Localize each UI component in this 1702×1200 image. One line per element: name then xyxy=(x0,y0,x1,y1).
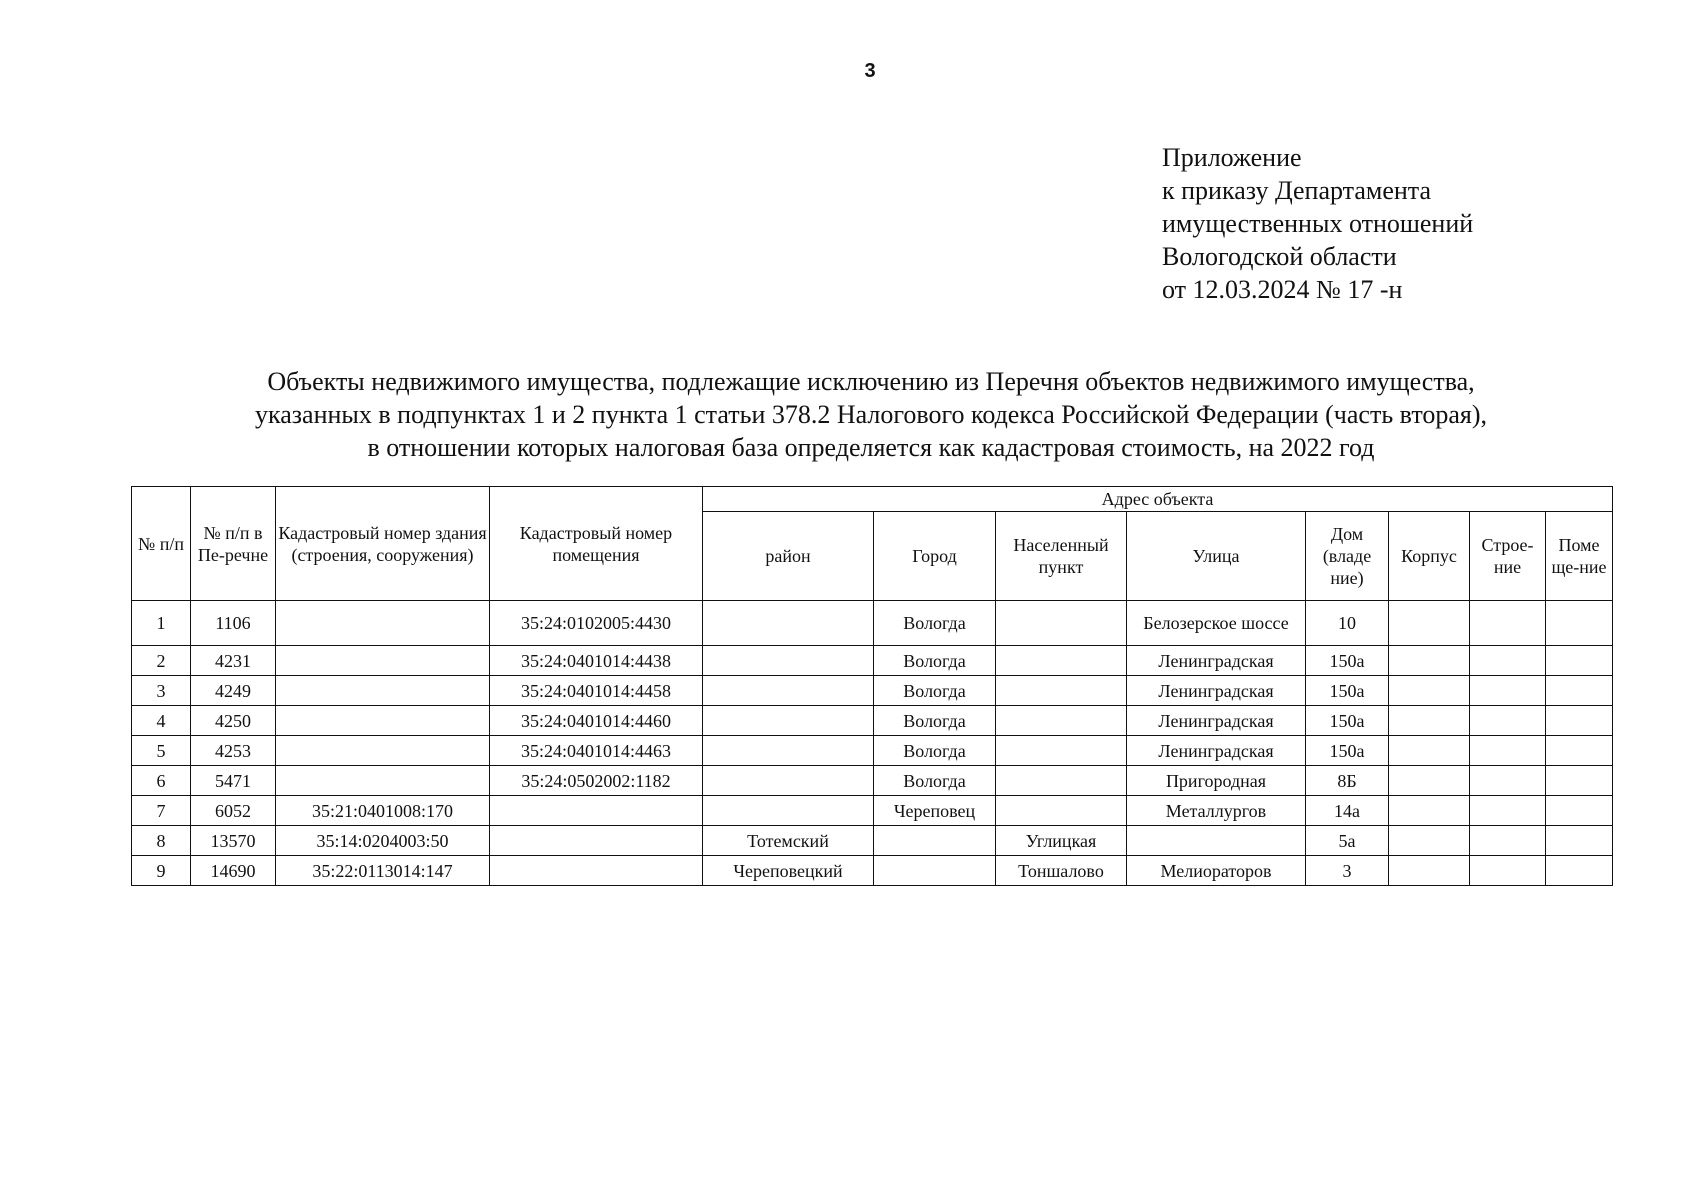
cell-district xyxy=(703,796,874,826)
cell-block xyxy=(1389,826,1470,856)
cell-num: 2 xyxy=(132,646,191,676)
cell-room: 35:24:0401014:4438 xyxy=(490,646,703,676)
table-row xyxy=(132,826,1613,856)
table-row xyxy=(132,601,1613,646)
header-settlement: Населенный пункт xyxy=(996,512,1127,601)
cell-district xyxy=(703,766,874,796)
header-block: Корпус xyxy=(1389,512,1470,601)
title-line: в отношении которых налоговая база определяется как кадастровая стоимость, на 2022 год xyxy=(367,433,1375,462)
cell-building: 35:22:0113014:147 xyxy=(276,856,490,886)
cell-building xyxy=(276,676,490,706)
cell-building xyxy=(276,766,490,796)
cell-street: Металлургов xyxy=(1127,796,1306,826)
cell-street: Белозерское шоссе xyxy=(1127,601,1306,646)
table-row xyxy=(132,766,1613,796)
cell-room xyxy=(490,856,703,886)
cell-room: 35:24:0502002:1182 xyxy=(490,766,703,796)
cell-list-num: 4250 xyxy=(191,706,276,736)
cell-settlement xyxy=(996,646,1127,676)
cell-house: 150а xyxy=(1306,676,1389,706)
cell-premises xyxy=(1546,676,1613,706)
page-number: 3 xyxy=(864,60,876,82)
cell-block xyxy=(1389,736,1470,766)
cell-num: 1 xyxy=(132,601,191,646)
cell-list-num: 4231 xyxy=(191,646,276,676)
cell-premises xyxy=(1546,826,1613,856)
cell-list-num: 14690 xyxy=(191,856,276,886)
property-table-wrapper xyxy=(131,486,1613,886)
cell-city xyxy=(874,856,996,886)
cell-num: 9 xyxy=(132,856,191,886)
cell-house: 150а xyxy=(1306,706,1389,736)
appendix-line: Вологодской области xyxy=(1162,242,1397,271)
cell-house: 8Б xyxy=(1306,766,1389,796)
cell-num: 3 xyxy=(132,676,191,706)
cell-block xyxy=(1389,796,1470,826)
cell-settlement xyxy=(996,766,1127,796)
cell-settlement xyxy=(996,676,1127,706)
cell-street: Ленинградская xyxy=(1127,646,1306,676)
table-row xyxy=(132,856,1613,886)
cell-city: Вологда xyxy=(874,646,996,676)
cell-list-num: 1106 xyxy=(191,601,276,646)
cell-list-num: 4253 xyxy=(191,736,276,766)
header-room-cadastral: Кадастровый номер помещения xyxy=(490,487,703,601)
cell-house: 5а xyxy=(1306,826,1389,856)
header-city: Город xyxy=(874,512,996,601)
document-title xyxy=(120,365,1622,464)
cell-settlement xyxy=(996,736,1127,766)
cell-list-num: 5471 xyxy=(191,766,276,796)
header-building-cadastral: Кадастровый номер здания (строения, сооружения) xyxy=(276,487,490,601)
cell-structure xyxy=(1470,646,1546,676)
cell-house: 150а xyxy=(1306,646,1389,676)
cell-structure xyxy=(1470,601,1546,646)
cell-building xyxy=(276,646,490,676)
header-structure: Строе-ние xyxy=(1470,512,1546,601)
table-row xyxy=(132,736,1613,766)
cell-settlement xyxy=(996,706,1127,736)
cell-premises xyxy=(1546,796,1613,826)
cell-num: 4 xyxy=(132,706,191,736)
header-house: Дом (владе ние) xyxy=(1306,512,1389,601)
cell-district: Череповецкий xyxy=(703,856,874,886)
cell-street: Пригородная xyxy=(1127,766,1306,796)
cell-settlement xyxy=(996,796,1127,826)
header-district: район xyxy=(703,512,874,601)
cell-city: Вологда xyxy=(874,601,996,646)
table-row xyxy=(132,646,1613,676)
cell-list-num: 6052 xyxy=(191,796,276,826)
cell-street: Мелиораторов xyxy=(1127,856,1306,886)
cell-settlement: Тоншалово xyxy=(996,856,1127,886)
appendix-line: от 12.03.2024 № 17 -н xyxy=(1162,275,1403,304)
cell-premises xyxy=(1546,856,1613,886)
property-table xyxy=(131,486,1613,886)
table-row xyxy=(132,676,1613,706)
cell-structure xyxy=(1470,706,1546,736)
cell-district: Тотемский xyxy=(703,826,874,856)
cell-num: 5 xyxy=(132,736,191,766)
cell-block xyxy=(1389,856,1470,886)
cell-settlement: Углицкая xyxy=(996,826,1127,856)
cell-block xyxy=(1389,706,1470,736)
appendix-line: к приказу Департамента xyxy=(1162,176,1432,205)
cell-district xyxy=(703,646,874,676)
cell-room: 35:24:0401014:4463 xyxy=(490,736,703,766)
cell-num: 7 xyxy=(132,796,191,826)
header-list-num: № п/п в Пе-речне xyxy=(191,487,276,601)
cell-premises xyxy=(1546,646,1613,676)
table-row xyxy=(132,706,1613,736)
cell-structure xyxy=(1470,676,1546,706)
cell-structure xyxy=(1470,736,1546,766)
cell-structure xyxy=(1470,796,1546,826)
cell-structure xyxy=(1470,826,1546,856)
cell-list-num: 4249 xyxy=(191,676,276,706)
cell-list-num: 13570 xyxy=(191,826,276,856)
appendix-line: Приложение xyxy=(1162,143,1302,172)
header-premises: Поме ще-ние xyxy=(1546,512,1613,601)
cell-street: Ленинградская xyxy=(1127,736,1306,766)
cell-block xyxy=(1389,676,1470,706)
cell-premises xyxy=(1546,766,1613,796)
header-address-group: Адрес объекта xyxy=(703,487,1613,512)
cell-city: Вологда xyxy=(874,706,996,736)
cell-structure xyxy=(1470,766,1546,796)
cell-city: Вологда xyxy=(874,736,996,766)
appendix-block xyxy=(1162,141,1473,306)
cell-num: 8 xyxy=(132,826,191,856)
cell-premises xyxy=(1546,601,1613,646)
cell-structure xyxy=(1470,856,1546,886)
cell-house: 150а xyxy=(1306,736,1389,766)
cell-building xyxy=(276,601,490,646)
cell-district xyxy=(703,676,874,706)
cell-district xyxy=(703,706,874,736)
appendix-line: имущественных отношений xyxy=(1162,209,1474,238)
cell-city: Череповец xyxy=(874,796,996,826)
cell-room xyxy=(490,796,703,826)
header-street: Улица xyxy=(1127,512,1306,601)
cell-house: 3 xyxy=(1306,856,1389,886)
cell-house: 10 xyxy=(1306,601,1389,646)
cell-city: Вологда xyxy=(874,676,996,706)
cell-block xyxy=(1389,601,1470,646)
title-line: Объекты недвижимого имущества, подлежащие исключению из Перечня объектов недвижимого имущества, xyxy=(267,367,1475,396)
cell-city xyxy=(874,826,996,856)
cell-street: Ленинградская xyxy=(1127,706,1306,736)
cell-city: Вологда xyxy=(874,766,996,796)
cell-building: 35:21:0401008:170 xyxy=(276,796,490,826)
cell-settlement xyxy=(996,601,1127,646)
cell-room xyxy=(490,826,703,856)
cell-building: 35:14:0204003:50 xyxy=(276,826,490,856)
table-row xyxy=(132,796,1613,826)
cell-street: Ленинградская xyxy=(1127,676,1306,706)
cell-building xyxy=(276,706,490,736)
cell-district xyxy=(703,736,874,766)
cell-street xyxy=(1127,826,1306,856)
title-line: указанных в подпунктах 1 и 2 пункта 1 статьи 378.2 Налогового кодекса Российской Федерации (часть вторая), xyxy=(255,400,1487,429)
cell-room: 35:24:0401014:4458 xyxy=(490,676,703,706)
header-num: № п/п xyxy=(132,487,191,601)
cell-room: 35:24:0401014:4460 xyxy=(490,706,703,736)
cell-block xyxy=(1389,766,1470,796)
cell-room: 35:24:0102005:4430 xyxy=(490,601,703,646)
cell-premises xyxy=(1546,736,1613,766)
cell-num: 6 xyxy=(132,766,191,796)
cell-premises xyxy=(1546,706,1613,736)
cell-house: 14а xyxy=(1306,796,1389,826)
cell-building xyxy=(276,736,490,766)
cell-district xyxy=(703,601,874,646)
cell-block xyxy=(1389,646,1470,676)
